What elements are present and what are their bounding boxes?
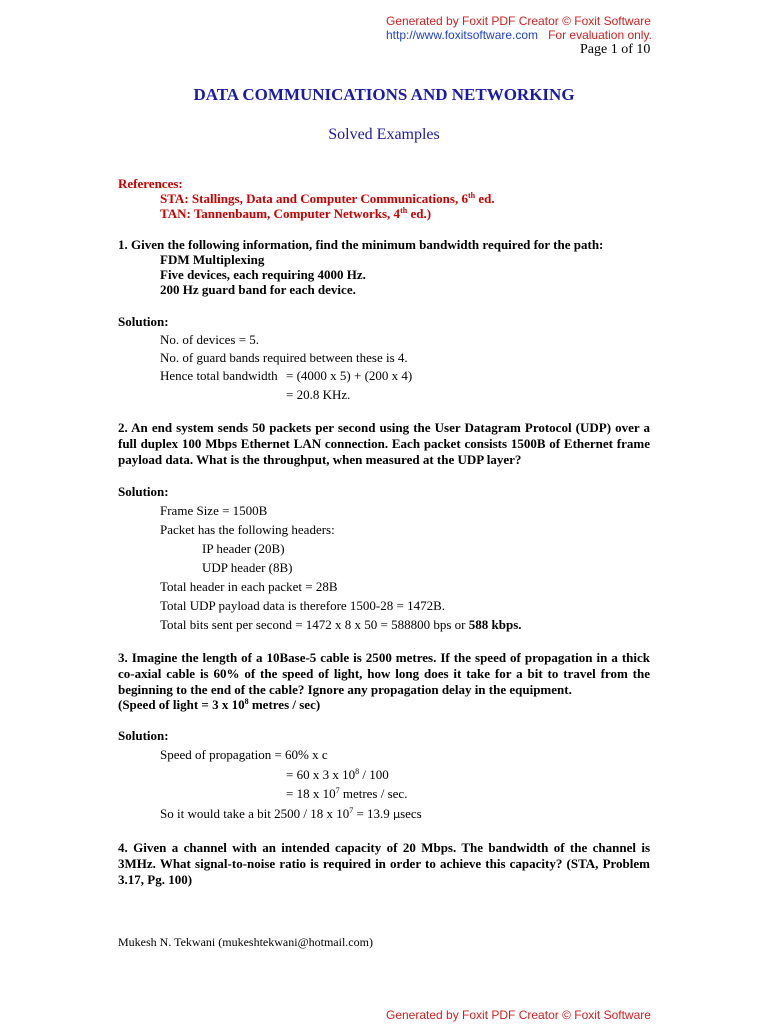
q1-solution-line: No. of devices = 5. <box>160 332 260 347</box>
q1-total-label: Hence total bandwidth <box>160 368 278 383</box>
page-number: Page 1 of 10 <box>580 42 651 57</box>
q2-header-item: UDP header (8B) <box>202 560 293 575</box>
q2-solution-line: Total UDP payload data is therefore 1500-28 = 1472B. <box>160 598 446 613</box>
q3-solution-label: Solution: <box>118 728 169 743</box>
mu-symbol: µ <box>393 808 401 821</box>
question-1: 1. Given the following information, find the minimum bandwidth required for the path: <box>118 237 604 252</box>
q1-solution-label: Solution: <box>118 314 169 329</box>
question-2: 2. An end system sends 50 packets per second using the User Datagram Protocol (UDP) over a full duplex 100 Mbps Ethernet LAN connection. Each packet consists 1500B of Ethernet frame payload data. What is the throughput, when measured at the UDP layer? <box>118 420 650 467</box>
q1-equation: = (4000 x 5) + (200 x 4) <box>286 368 413 383</box>
footer-author: Mukesh N. Tekwani (mukeshtekwani@hotmail.com) <box>118 935 373 949</box>
q1-equation: = 20.8 KHz. <box>286 387 351 402</box>
page-subtitle: Solved Examples <box>328 126 440 143</box>
foxit-watermark-top <box>386 14 652 42</box>
foxit-eval-text: For evaluation only. <box>548 28 652 42</box>
q1-solution-line: No. of guard bands required between these is 4. <box>160 350 408 365</box>
q2-solution-line: Total header in each packet = 28B <box>160 579 338 594</box>
q3-equation: = 18 x $10^7$ metres / sec. <box>286 786 408 801</box>
q1-item: Five devices, each requiring 4000 Hz. <box>160 267 366 282</box>
q3-equation: = 60 x 3 x $10^8 / 100$ <box>286 767 389 782</box>
reference-tan: TAN: Tannenbaum, Computer Networks, 4th ed.) <box>160 206 432 221</box>
q3-speed-of-light: (Speed of light = 3 x $10^8$ metres / sec) <box>118 697 321 712</box>
question-3: 3. Imagine the length of a 10Base-5 cable is 2500 metres. If the speed of propagation in a thick co-axial cable is 60% of the speed of light, how long does it take for a bit to travel from the beginning to the end of the cable? Ignore any propagation delay in the equipment. <box>118 650 650 697</box>
references-heading: References: <box>118 176 183 191</box>
page-title: DATA COMMUNICATIONS AND NETWORKING <box>193 85 575 104</box>
q2-result-value: 588 kbps. <box>468 617 522 632</box>
question-4: 4. Given a channel with an intended capacity of 20 Mbps. The bandwidth of the channel is 3MHz. What signal-to-noise ratio is required in order to achieve this capacity? (STA, Problem 3.17, Pg. 100) <box>118 840 650 887</box>
q2-header-item: IP header (20B) <box>202 541 285 556</box>
reference-sta: STA: Stallings, Data and Computer Communications, 6th ed. <box>160 191 495 206</box>
q2-result-line: Total bits sent per second = 1472 x 8 x 50 = 588800 bps or 588 kbps. <box>160 617 522 632</box>
q1-item: 200 Hz guard band for each device. <box>160 282 356 297</box>
q2-solution-line: Packet has the following headers: <box>160 522 335 537</box>
q2-solution-label: Solution: <box>118 484 169 499</box>
q3-result-line: So it would take a bit 2500 / 18 x $10^7 = 13.9$ µsecs <box>160 806 422 821</box>
foxit-url-link[interactable]: http://www.foxitsoftware.com <box>386 28 539 42</box>
q2-solution-line: Frame Size = 1500B <box>160 503 268 518</box>
foxit-generated-text: Generated by Foxit PDF Creator © Foxit Software <box>386 14 651 28</box>
q3-solution-line: Speed of propagation = 60% x c <box>160 747 328 762</box>
q1-item: FDM Multiplexing <box>160 252 265 267</box>
foxit-watermark-bottom: Generated by Foxit PDF Creator © Foxit Software <box>386 1008 651 1022</box>
